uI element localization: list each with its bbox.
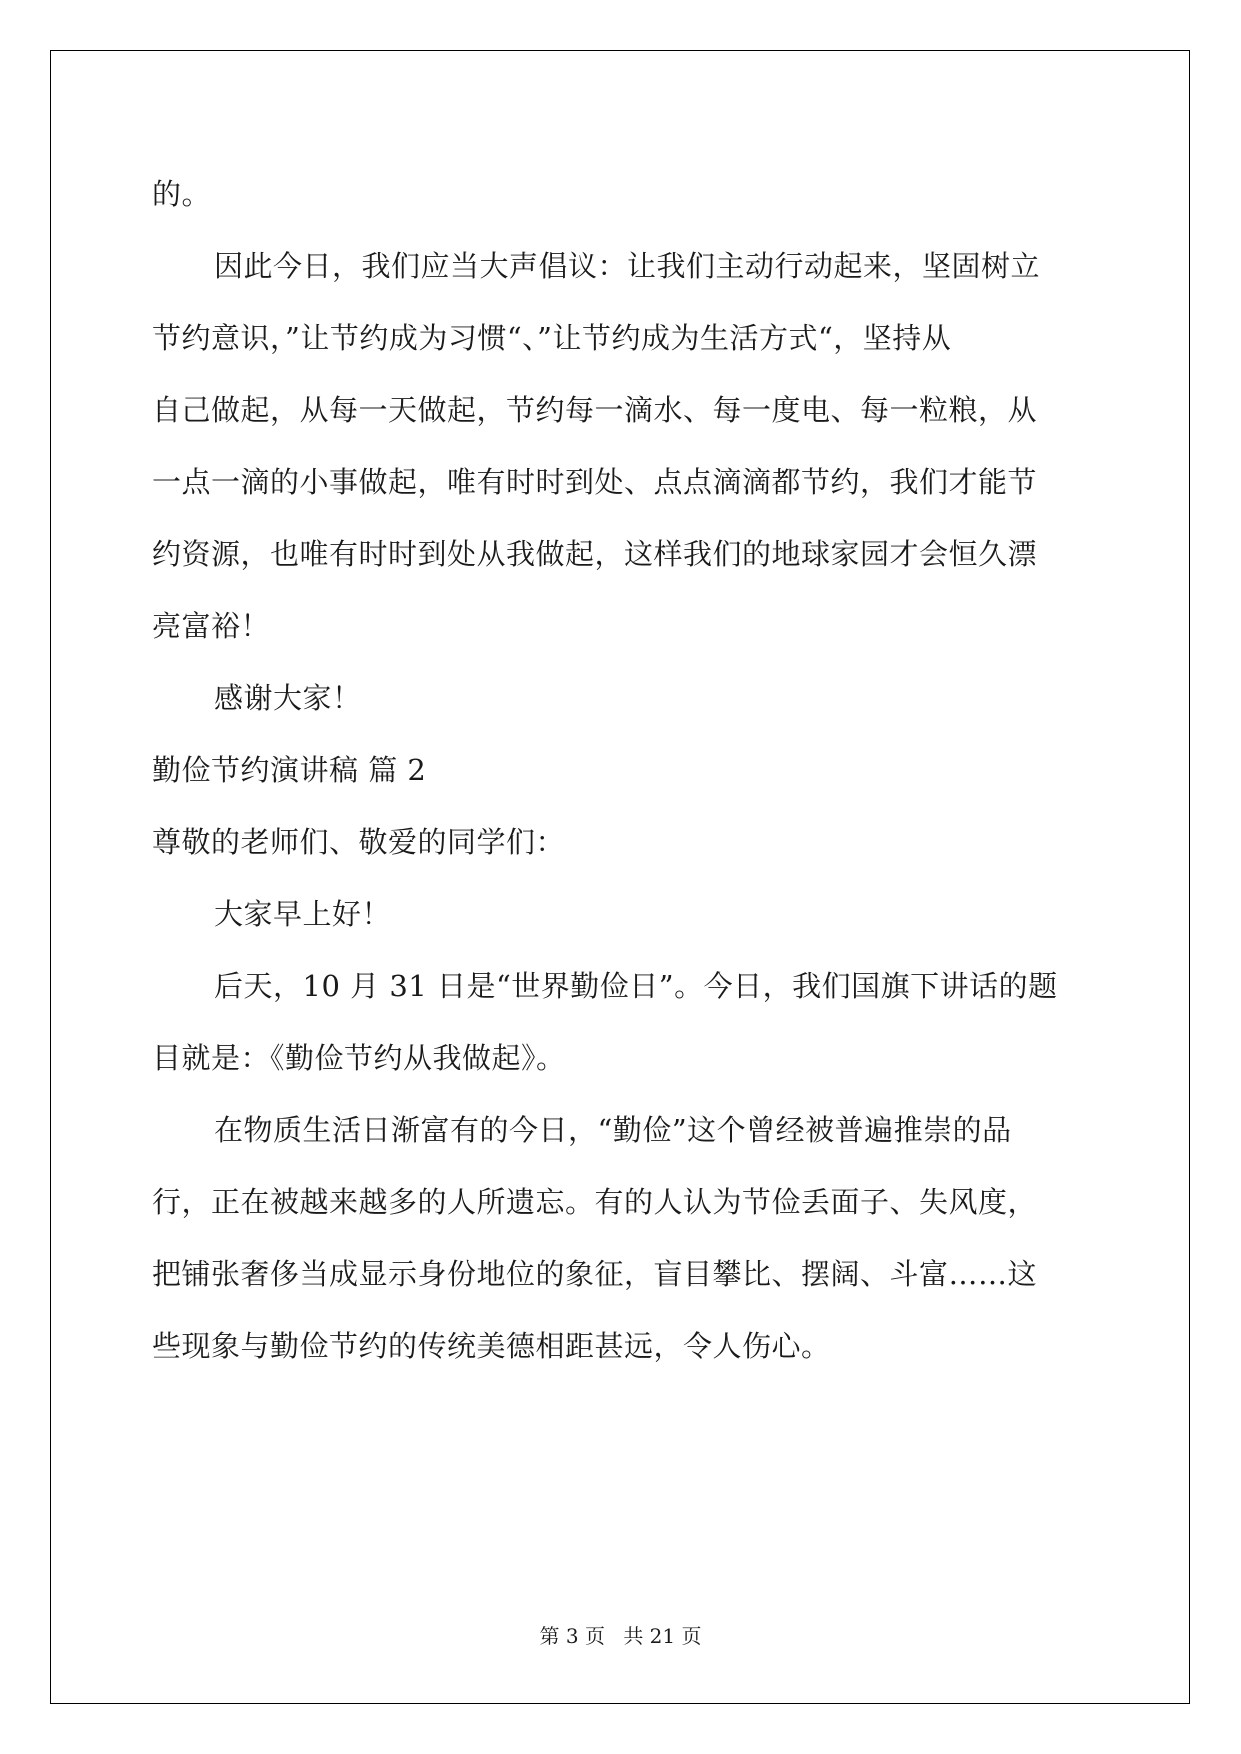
page-number: 第 3 页 [539, 1624, 605, 1648]
page-total: 共 21 页 [623, 1624, 702, 1648]
salutation: 尊敬的老师们、敬爱的同学们： [152, 825, 566, 859]
paragraph-line: 后天，10 月 31 日是“世界勤俭日”。今日，我们国旗下讲话的题 [214, 969, 1058, 1003]
paragraph-line: 的。 [152, 177, 212, 211]
paragraph-line: 节约意识，”让节约成为习惯“、”让节约成为生活方式“，坚持从 [152, 321, 952, 355]
paragraph-line: 约资源，也唯有时时到处从我做起，这样我们的地球家园才会恒久漂 [152, 537, 1038, 571]
paragraph-line: 一点一滴的小事做起，唯有时时到处、点点滴滴都节约，我们才能节 [152, 465, 1038, 499]
page-footer [0, 1620, 1241, 1649]
paragraph-line: 行，正在被越来越多的人所遗忘。有的人认为节俭丢面子、失风度， [152, 1185, 1038, 1219]
paragraph-line: 些现象与勤俭节约的传统美德相距甚远，令人伤心。 [152, 1329, 831, 1363]
document-body [152, 158, 1087, 1382]
paragraph-line: 把铺张奢侈当成显示身份地位的象征，盲目攀比、摆阔、斗富……这 [152, 1257, 1038, 1291]
paragraph-line: 自己做起，从每一天做起，节约每一滴水、每一度电、每一粒粮，从 [152, 393, 1038, 427]
paragraph-line: 感谢大家！ [214, 681, 362, 715]
paragraph-line: 因此今日，我们应当大声倡议：让我们主动行动起来，坚固树立 [214, 249, 1041, 283]
section-heading: 勤俭节约演讲稿 篇 2 [152, 753, 427, 787]
paragraph-line: 亮富裕！ [152, 609, 271, 643]
paragraph-line: 在物质生活日渐富有的今日，“勤俭”这个曾经被普遍推崇的品 [214, 1113, 1012, 1147]
greeting: 大家早上好！ [214, 897, 392, 931]
paragraph-line: 目就是：《勤俭节约从我做起》。 [152, 1041, 566, 1075]
